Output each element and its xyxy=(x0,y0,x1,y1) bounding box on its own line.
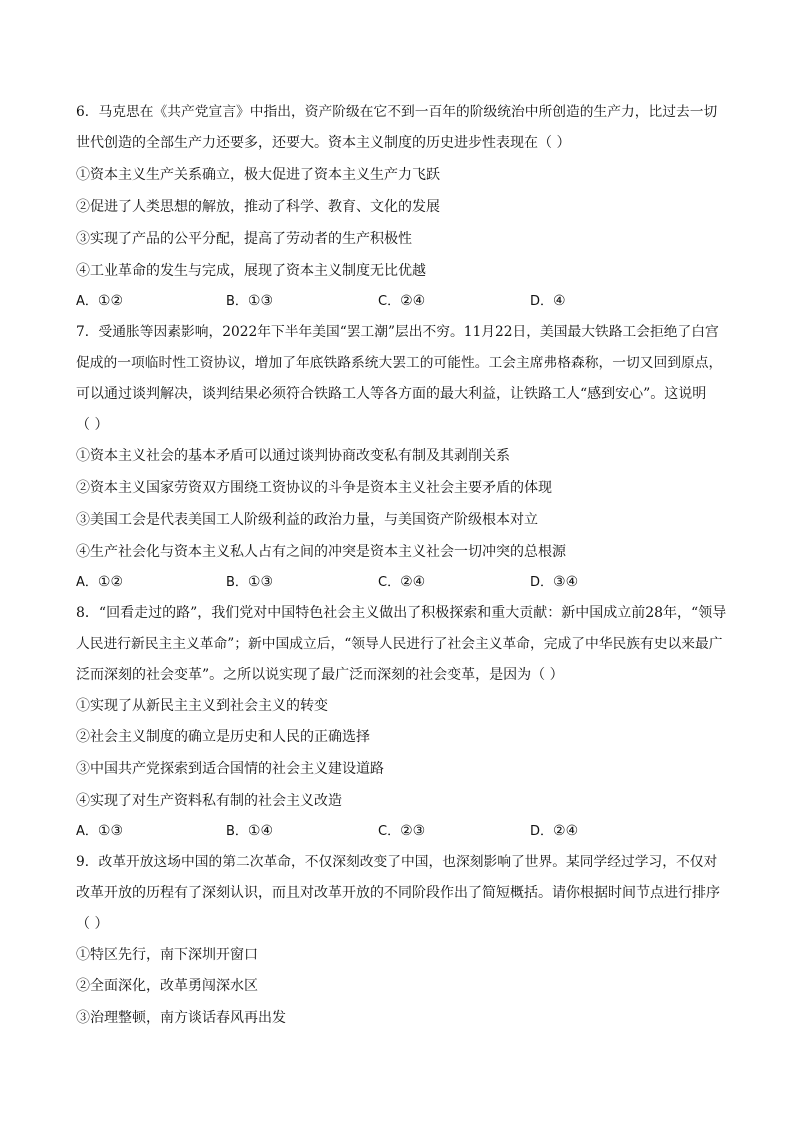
question-6-statement: ④工业革命的发生与完成，展现了资本主义制度无比优越 xyxy=(76,263,426,279)
option-text: ①④ xyxy=(247,823,274,839)
question-7-options xyxy=(76,572,726,592)
option-label: D． xyxy=(530,294,554,309)
answer-option[interactable] xyxy=(530,291,566,312)
question-8-statement: ③中国共产党探索到适合国情的社会主义建设道路 xyxy=(76,761,384,777)
option-label: C． xyxy=(378,824,401,839)
option-text: ①② xyxy=(97,293,124,309)
option-label: B． xyxy=(226,824,248,839)
question-7-stem-line: 7．受通胀等因素影响，2022年下半年美国“罢工潮”层出不穷。11月22日，美国最大铁路工会拒绝了白宫 xyxy=(76,324,719,340)
question-9-stem-line: 改革开放的历程有了深刻认识，而且对改革开放的不同阶段作出了简短概括。请你根据时间节点进行排序 xyxy=(76,885,720,901)
option-text: ①② xyxy=(97,574,124,590)
question-9-statement: ①特区先行，南下深圳开窗口 xyxy=(76,947,258,963)
answer-option[interactable] xyxy=(530,821,578,842)
question-8-statement: ④实现了对生产资料私有制的社会主义改造 xyxy=(76,793,342,809)
option-label: D． xyxy=(530,575,554,590)
option-label: D． xyxy=(530,824,554,839)
option-label: A． xyxy=(76,294,98,309)
question-9-statement: ②全面深化，改革勇闯深水区 xyxy=(76,978,258,994)
question-7-stem-line: 可以通过谈判解决，谈判结果必须符合铁路工人等各方面的最大利益，让铁路工人“感到安心”。这说明 xyxy=(76,386,707,402)
question-7-statement: ②资本主义国家劳资双方围绕工资协议的斗争是资本主义社会主要矛盾的体现 xyxy=(76,480,552,496)
answer-option[interactable] xyxy=(226,821,273,842)
option-text: ②④ xyxy=(400,293,426,309)
option-text: ②④ xyxy=(553,823,579,839)
option-label: B． xyxy=(226,575,248,590)
answer-option[interactable] xyxy=(530,572,578,593)
question-7-statement: ①资本主义社会的基本矛盾可以通过谈判协商改变私有制及其剥削关系 xyxy=(76,448,510,464)
option-text: ②④ xyxy=(400,574,426,590)
question-8-statement: ①实现了从新民主主义到社会主义的转变 xyxy=(76,698,328,714)
question-9-stem-line: （ ） xyxy=(76,916,109,932)
question-8-stem-line: 8．“回看走过的路”，我们党对中国特色社会主义做出了积极探索和重大贡献：新中国成立前28年，“领导 xyxy=(76,605,727,621)
question-9-statement: ③治理整顿，南方谈话春风再出发 xyxy=(76,1010,286,1026)
question-8-statement: ②社会主义制度的确立是历史和人民的正确选择 xyxy=(76,729,370,745)
option-text: ③④ xyxy=(553,574,579,590)
question-8-stem-line: 泛而深刻的社会变革”。之所以说实现了最广泛而深刻的社会变革，是因为（ ） xyxy=(76,667,564,683)
question-9-stem-line: 9．改革开放这场中国的第二次革命，不仅深刻改变了中国，也深刻影响了世界。某同学经过学习，不仅对 xyxy=(76,854,718,870)
answer-option[interactable] xyxy=(378,572,425,593)
answer-option[interactable] xyxy=(76,572,123,593)
question-7-stem-line: 促成的一项临时性工资协议，增加了年底铁路系统大罢工的可能性。工会主席弗格森称，一切又回到原点， xyxy=(76,355,723,371)
option-label: A． xyxy=(76,824,98,839)
question-6-statement: ②促进了人类思想的解放，推动了科学、教育、文化的发展 xyxy=(76,199,440,215)
answer-option[interactable] xyxy=(226,291,273,312)
question-6-stem-line: 世代创造的全部生产力还要多，还要大。资本主义制度的历史进步性表现在（ ） xyxy=(76,135,571,151)
question-7-statement: ④生产社会化与资本主义私人占有之间的冲突是资本主义社会一切冲突的总根源 xyxy=(76,544,566,560)
option-text: ①③ xyxy=(247,574,274,590)
answer-option[interactable] xyxy=(76,291,123,312)
question-6-stem-line: 6．马克思在《共产党宣言》中指出，资产阶级在它不到一百年的阶级统治中所创造的生产力，比过去一切 xyxy=(76,104,718,120)
answer-option[interactable] xyxy=(378,291,425,312)
option-label: C． xyxy=(378,575,401,590)
option-label: B． xyxy=(226,294,248,309)
question-8-options xyxy=(76,821,726,841)
option-text: ①③ xyxy=(97,823,124,839)
question-8-stem-line: 人民进行新民主主义革命”；新中国成立后，“领导人民进行了社会主义革命，完成了中华民族有史以来最广 xyxy=(76,636,723,652)
option-text: ④ xyxy=(553,293,566,309)
option-label: C． xyxy=(378,294,401,309)
question-7-stem-line: （ ） xyxy=(76,417,109,433)
answer-option[interactable] xyxy=(76,821,123,842)
question-6-statement: ③实现了产品的公平分配，提高了劳动者的生产积极性 xyxy=(76,231,412,247)
option-label: A． xyxy=(76,575,98,590)
answer-option[interactable] xyxy=(226,572,273,593)
option-text: ①③ xyxy=(247,293,274,309)
question-6-statement: ①资本主义生产关系确立，极大促进了资本主义生产力飞跃 xyxy=(76,167,440,183)
question-6-options xyxy=(76,291,726,311)
option-text: ②③ xyxy=(400,823,426,839)
question-7-statement: ③美国工会是代表美国工人阶级利益的政治力量，与美国资产阶级根本对立 xyxy=(76,512,538,528)
answer-option[interactable] xyxy=(378,821,425,842)
